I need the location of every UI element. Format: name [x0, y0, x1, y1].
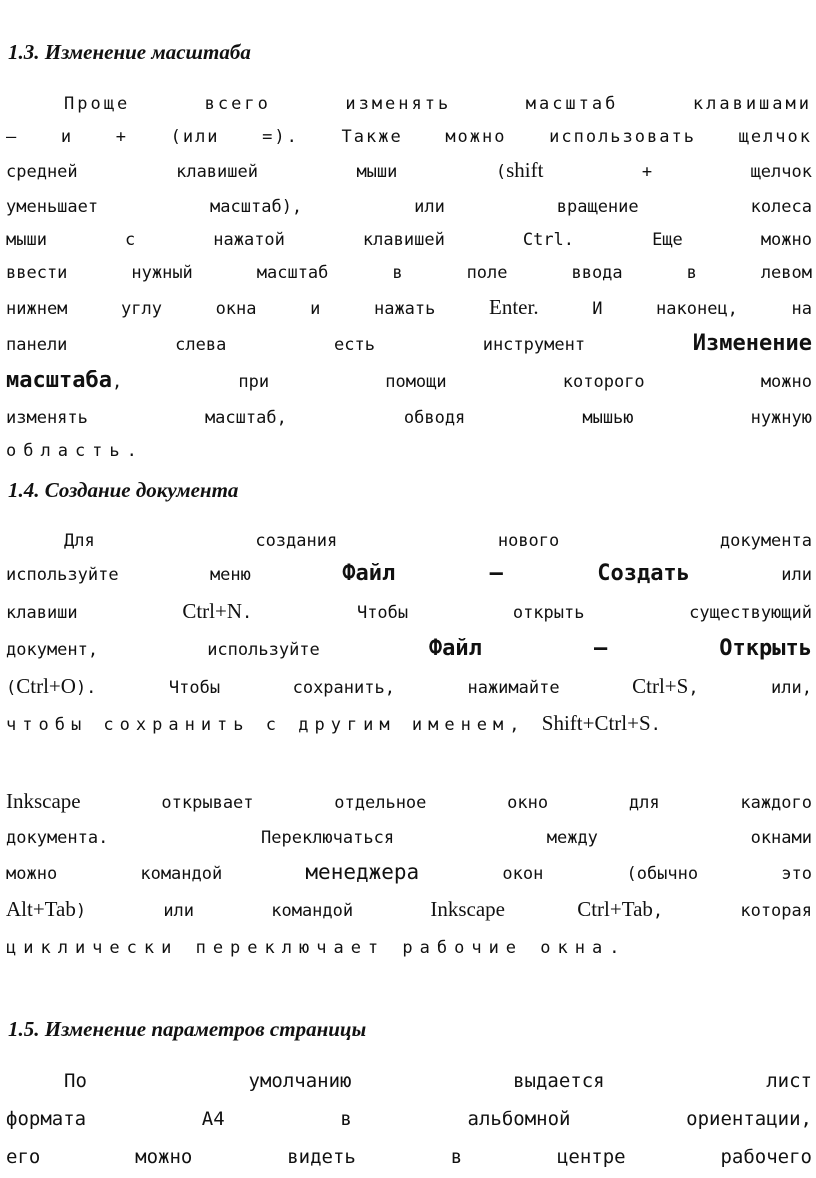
text-run: , которая — [652, 901, 812, 921]
paragraph-line: Для создания нового документа — [64, 531, 812, 551]
text-run: ) или командой — [75, 901, 431, 921]
paragraph-line: формата А4 в альбомной ориентации, — [6, 1108, 812, 1130]
text-run: ). Чтобы сохранить, нажимайте — [75, 678, 633, 698]
text-run: средней клавишей мыши ( — [6, 162, 507, 182]
text-run: чтобы сохранить с другим именем, — [6, 715, 542, 735]
text-run: окон (обычно это — [419, 864, 812, 884]
text-run: клавиши — [6, 603, 183, 623]
paragraph-line: – и + (или =). Также можно использовать щелчок — [6, 127, 812, 147]
paragraph-line: область. — [6, 441, 144, 461]
paragraph-line — [6, 712, 812, 736]
text-run: ( — [6, 678, 17, 698]
paragraph-line — [6, 638, 812, 661]
tool-name: масштаба — [6, 370, 112, 393]
text-run: менеджера — [305, 861, 420, 884]
text-run: можно командой — [6, 864, 306, 884]
key-enter: Enter. — [489, 296, 539, 319]
text-run: , или, — [688, 678, 812, 698]
shortcut: Ctrl+N — [182, 600, 243, 623]
text-run: нижнем углу окна и нажать — [6, 299, 489, 319]
text-run: . — [650, 715, 667, 735]
paragraph-line — [6, 159, 812, 183]
paragraph-line: его можно видеть в центре рабочего — [6, 1146, 812, 1168]
shortcut: Ctrl+O — [16, 675, 76, 698]
paragraph-line — [6, 370, 812, 393]
text-run: документ, используйте — [6, 640, 429, 660]
section-heading-1-3: 1.3. Изменение масштаба — [8, 40, 251, 64]
text-run: или — [689, 565, 812, 585]
paragraph-line — [6, 790, 812, 814]
tool-name: Изменение — [692, 333, 812, 356]
shortcut: Ctrl+S — [632, 675, 689, 698]
text-run: . Чтобы открыть существующий — [242, 603, 812, 623]
paragraph-line: уменьшает масштаб), или вращение колеса — [6, 197, 812, 217]
paragraph-line: По умолчанию выдается лист — [64, 1070, 812, 1092]
paragraph-line — [6, 898, 812, 922]
key-shift: shift — [506, 159, 544, 182]
menu-path: Файл – Создать — [342, 563, 690, 586]
text-run: панели слева есть инструмент — [6, 335, 693, 355]
text-run: используйте меню — [6, 565, 343, 585]
text-run: , при помощи которого можно — [111, 372, 812, 392]
text-run: открывает отдельное окно для каждого — [80, 793, 812, 813]
paragraph-line — [6, 563, 812, 586]
text-run: И наконец, на — [538, 299, 812, 319]
shortcut: Alt+Tab — [6, 898, 76, 921]
menu-path: Файл – Открыть — [428, 638, 812, 661]
paragraph-line — [6, 333, 812, 356]
paragraph-line: циклически переключает рабочие окна. — [6, 938, 627, 958]
app-name: Inkscape — [6, 790, 81, 813]
paragraph-line: Проще всего изменять масштаб клавишами — [64, 94, 812, 114]
section-heading-1-4: 1.4. Создание документа — [8, 478, 239, 502]
paragraph-line — [6, 861, 812, 885]
paragraph-line: мыши с нажатой клавишей Ctrl. Еще можно — [6, 230, 812, 250]
paragraph-line — [6, 296, 812, 320]
paragraph-line: документа. Переключаться между окнами — [6, 828, 812, 848]
paragraph-line — [6, 600, 812, 624]
paragraph-line — [6, 675, 812, 699]
paragraph-line: изменять масштаб, обводя мышью нужную — [6, 408, 812, 428]
section-heading-1-5: 1.5. Изменение параметров страницы — [8, 1017, 367, 1041]
paragraph-line: ввести нужный масштаб в поле ввода в левом — [6, 263, 812, 283]
shortcut: Shift+Ctrl+S — [541, 712, 651, 735]
text-run: + щелчок — [543, 162, 812, 182]
shortcut: Inkscape Ctrl+Tab — [430, 898, 653, 921]
